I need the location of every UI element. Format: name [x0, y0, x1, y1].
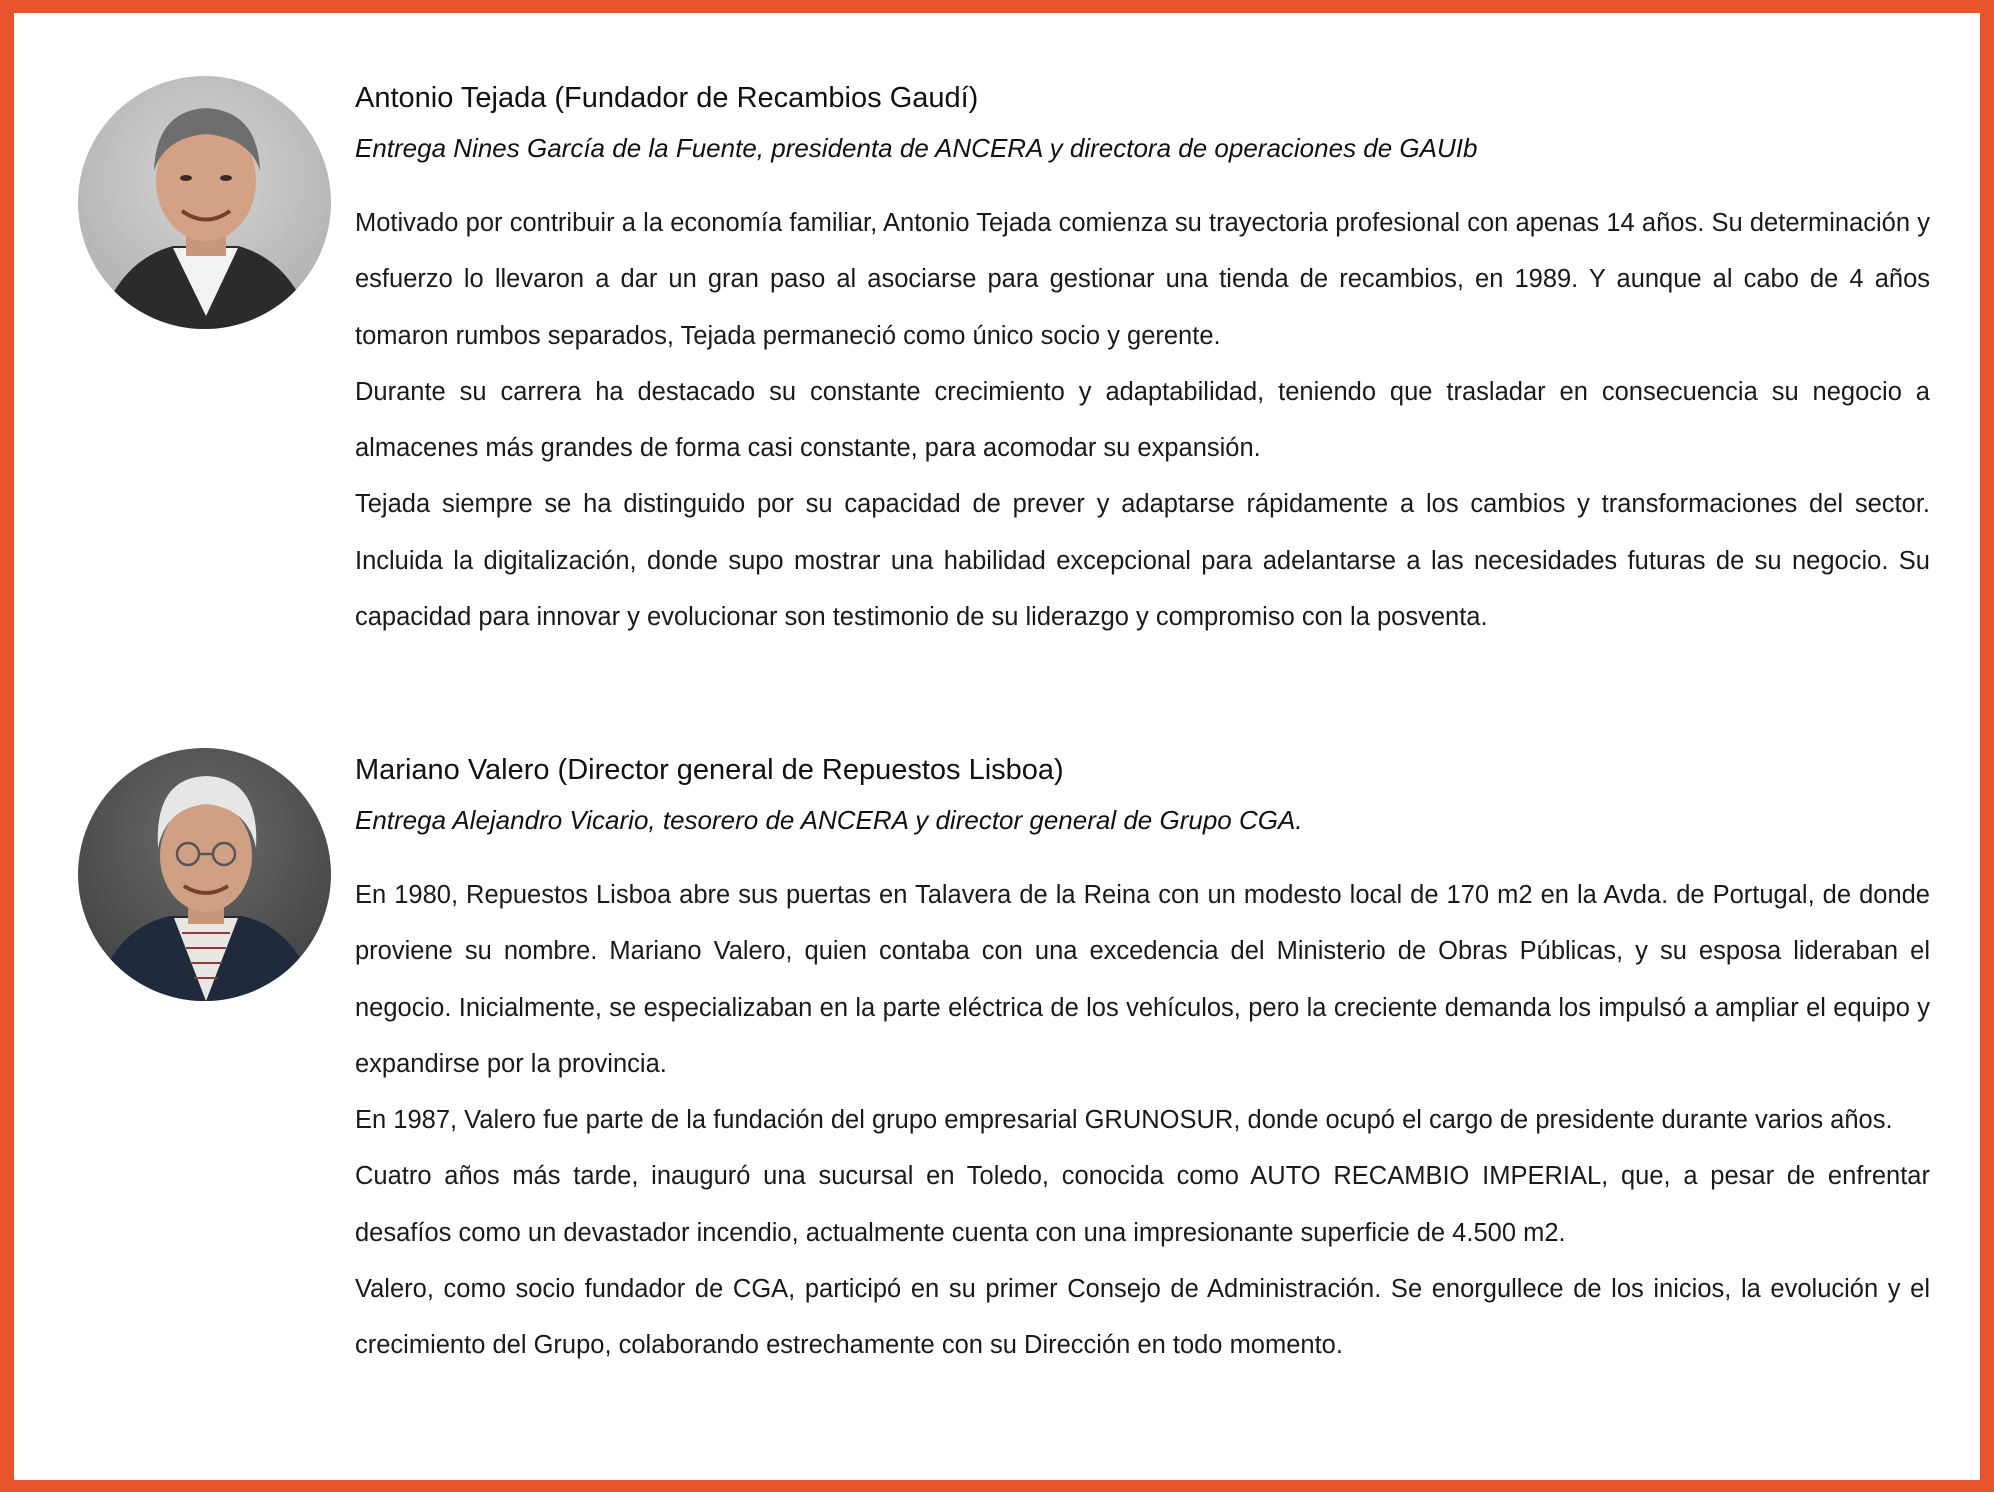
biography-paragraph: En 1980, Repuestos Lisboa abre sus puertas en Talavera de la Reina con un modesto local de 170 m2 en la Avda. de Portugal, de donde proviene su nombre. Mariano Valero, quien contaba con una excedencia del Ministerio de Obras Públicas, y su esposa lideraban el negocio. Inicialmente, se especializaban en la parte eléctrica de los vehículos, pero la creciente demanda los impulsó a ampliar el equipo y expandirse por la provincia. — [355, 881, 1930, 1078]
biography — [355, 195, 1930, 645]
presenter-line: Entrega Alejandro Vicario, tesorero de ANCERA y director general de Grupo CGA. — [355, 805, 1303, 835]
biography-paragraph: Valero, como socio fundador de CGA, participó en su primer Consejo de Administración. Se enorgullece de los inicios, la evolución y el crecimiento del Grupo, colaborando estrechamente con su Dirección en todo momento. — [355, 1275, 1930, 1360]
biography-paragraph: En 1987, Valero fue parte de la fundación del grupo empresarial GRUNOSUR, donde ocupó el cargo de presidente durante varios años. — [355, 1106, 1893, 1135]
awardee-name: Antonio Tejada (Fundador de Recambios Gaudí) — [355, 82, 979, 114]
portrait-photo-valero — [78, 748, 331, 1001]
awardee-name: Mariano Valero (Director general de Repuestos Lisboa) — [355, 754, 1064, 786]
biography-paragraph: Tejada siempre se ha distinguido por su capacidad de prever y adaptarse rápidamente a los cambios y transformaciones del sector. Incluida la digitalización, donde supo mostrar una habilidad excepcional para adelantarse a las necesidades futuras de su negocio. Su capacidad para innovar y evolucionar son testimonio de su liderazgo y compromiso con la posventa. — [355, 490, 1930, 632]
award-text-tejada — [355, 76, 1930, 645]
award-text-valero — [355, 748, 1930, 1374]
biography-paragraph: Motivado por contribuir a la economía familiar, Antonio Tejada comienza su trayectoria profesional con apenas 14 años. Su determinación y esfuerzo lo llevaron a dar un gran paso al asociarse para gestionar una tienda de recambios, en 1989. Y aunque al cabo de 4 años tomaron rumbos separados, Tejada permaneció como único socio y gerente. — [355, 209, 1930, 350]
presenter-line: Entrega Nines García de la Fuente, presidenta de ANCERA y directora de operaciones de GAUIb — [355, 133, 1478, 163]
biography-paragraph: Durante su carrera ha destacado su constante crecimiento y adaptabilidad, teniendo que trasladar en consecuencia su negocio a almacenes más grandes de forma casi constante, para acomodar su expansión. — [355, 377, 1930, 463]
biography-paragraph: Cuatro años más tarde, inauguró una sucursal en Toledo, conocida como AUTO RECAMBIO IMPERIAL, que, a pesar de enfrentar desafíos como un devastador incendio, actualmente cuenta con una impresionante superficie de 4.500 m2. — [355, 1162, 1930, 1247]
biography — [355, 867, 1930, 1374]
portrait-photo-tejada — [78, 76, 331, 329]
